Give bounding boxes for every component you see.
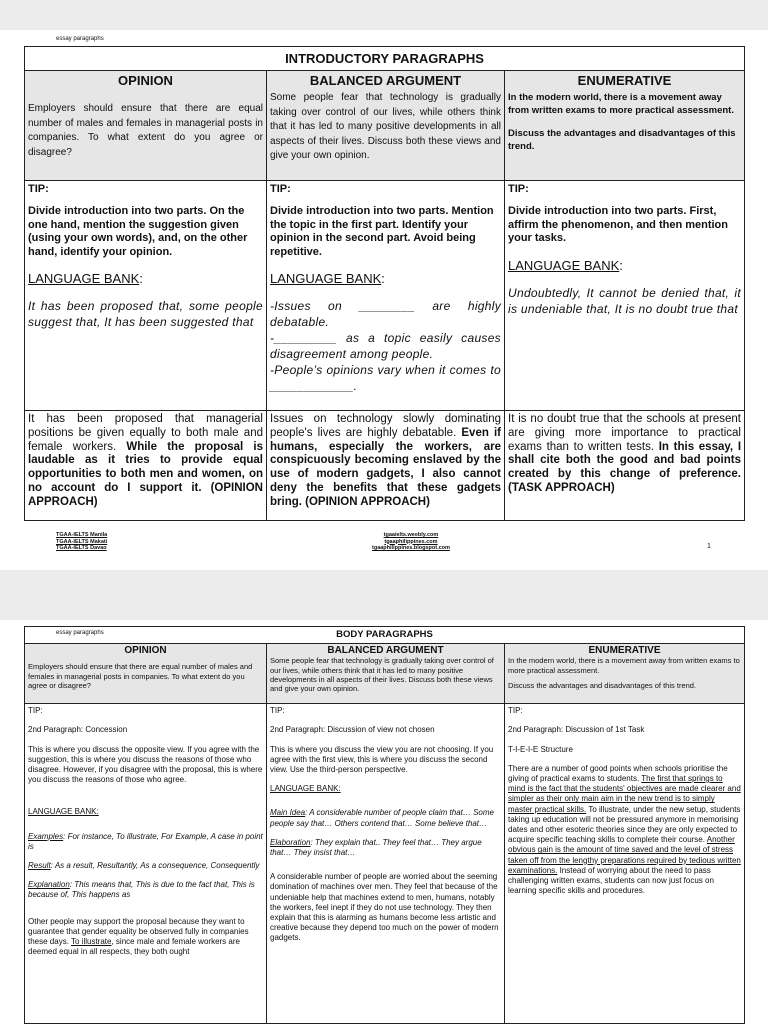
body-table — [24, 626, 745, 1024]
paragraph-label: 2nd Paragraph: Discussion of 1st Task — [508, 725, 645, 735]
page-2 — [0, 620, 768, 1024]
balanced-question-cell — [267, 71, 505, 181]
balanced-body-cell — [267, 704, 505, 1024]
balanced-tip-cell — [267, 181, 505, 411]
tip-label: TIP: — [270, 706, 285, 716]
tip-label: TIP: — [28, 183, 49, 195]
column-heading: OPINION — [118, 73, 173, 88]
footer-links[interactable]: tgaaielts.weebly.com tgaaphilippines.com tgaaphilippines.blogspot.com — [372, 532, 450, 551]
column-heading: ENUMERATIVE — [577, 73, 672, 88]
sample-paragraph: Other people may support the proposal because they want to guarantee that gender equality be observed fully in companies these days. To illustrate, since male and female workers are deemed equal in all respects, they both ought — [28, 916, 249, 957]
question-text: Some people fear that technology is gradually taking over control of our lives, while others think that it has led to many positive developments in all aspects of their lives. Discuss both these views and give your own opinion. — [270, 656, 494, 694]
tip-label: TIP: — [28, 706, 43, 716]
introductory-table — [24, 46, 745, 521]
structure-label: T-I-E-I-E Structure — [508, 744, 573, 754]
language-bank-label: LANGUAGE BANK: — [28, 271, 143, 286]
question-text: Employers should ensure that there are equal number of males and females in managerial posts in companies. To what extent do you agree or disagree? — [28, 662, 253, 690]
language-bank-label: LANGUAGE BANK: — [28, 807, 99, 817]
question-text: In the modern world, there is a movement away from written exams to more practical assessment. — [508, 92, 734, 116]
example-paragraph: It has been proposed that managerial positions be given equally to both male and female workers. While the proposal is laudable as it tries to provide equal opportunities to both men and women, on no account do I support it. (OPINION APPROACH) — [28, 413, 264, 508]
tip-text: Divide introduction into two parts. Mention the topic in the first part. Identify your opinion in the second part. Avoid being repetitive. — [270, 205, 494, 258]
opinion-tip-cell — [25, 181, 267, 411]
opinion-question-cell — [25, 644, 267, 704]
language-bank-label: LANGUAGE BANK: — [270, 271, 385, 286]
table-title: BODY PARAGRAPHS — [25, 627, 745, 644]
enumerative-tip-cell — [505, 181, 745, 411]
language-bank-text: -Issues on ________ are highly debatable. -_________ as a topic easily causes disagreement among people. -People’s opinions vary when it comes to ____________. — [270, 299, 501, 393]
bank-examples: Examples: For instance, To illustrate, For Example, A case in point is — [28, 831, 263, 851]
question-text-2: Discuss the advantages and disadvantages of this trend. — [508, 680, 697, 690]
column-heading: OPINION — [124, 645, 167, 657]
opinion-body-cell — [25, 704, 267, 1024]
question-text: Some people fear that technology is gradually taking over control of our lives, while others think that it has led to many positive developments in all aspects of their lives. Discuss both these views and give your own opinion. — [270, 92, 501, 161]
column-heading: BALANCED ARGUMENT — [309, 73, 462, 88]
tip-text: Divide introduction into two parts. First, affirm the phenomenon, and then mention your tasks. — [508, 205, 728, 244]
enumerative-example-cell — [505, 411, 745, 521]
column-heading: BALANCED ARGUMENT — [327, 645, 444, 657]
bank-elaboration: Elaboration: They explain that.. They feel that… They argue that… They insist that… — [270, 837, 482, 858]
bank-main-idea: Main Idea: A considerable number of people claim that… Some people say that… Others contend that… Some believe that… — [270, 808, 494, 828]
table-title: INTRODUCTORY PARAGRAPHS — [25, 47, 745, 71]
sample-paragraph: There are a number of good points when schools prioritise the giving of practical exams to students. The first that springs to mind is the fact that the students' objectives are made clearer and simpler as their only main aim in the new trend is to simply master practical skills. To illustrate, under the new setup, students taking up education will not be pressured anymore in memorising dates and other esoteric theories since they are only expected to acquire specific teaching skills to complete their course. Another obvious gain is the amount of time saved and the level of stress taken off from the lengthy preparations required by tedious written examinations. Instead of worrying about the need to pass challenging written exams, students can now just focus on learning specific skills and procedures. — [508, 763, 741, 896]
balanced-question-cell — [267, 644, 505, 704]
tip-label: TIP: — [270, 183, 291, 195]
language-bank-text: It has been proposed that, some people suggest that, It has been suggested that — [28, 299, 263, 329]
page-1 — [0, 30, 768, 570]
paragraph-label: 2nd Paragraph: Concession — [28, 725, 128, 735]
bank-explanation: Explanation: This means that, This is due to the fact that, This is because of, This happens as — [28, 880, 255, 900]
enumerative-body-cell — [505, 704, 745, 1024]
description: This is where you discuss the opposite view. If you agree with the suggestion, this is where you discuss the reasons of those who disagree. However, if you disagree with the proposal, this is where you discuss the reasons of those who agree. — [28, 744, 263, 785]
balanced-example-cell — [267, 411, 505, 521]
bank-result: Result: As a result, Resultantly, As a consequence, Consequently — [28, 861, 260, 871]
tip-text: Divide introduction into two parts. On the one hand, mention the suggestion given (using your own words), and, on the other hand, identify your opinion. — [28, 205, 248, 258]
footer-branches: TGAA-IELTS Manila TGAA-IELTS Makati TGAA-IELTS Davao — [56, 532, 108, 551]
tip-label: TIP: — [508, 183, 529, 195]
language-bank-text: Undoubtedly, It cannot be denied that, it is undeniable that, It is no doubt true that — [508, 285, 741, 316]
page-number: 1 — [707, 543, 711, 550]
example-paragraph: Issues on technology slowly dominating people's lives are highly debatable. Even if humans, especially the workers, are conspicuously becoming enslaved by the use of modern gadgets, I also cannot deny the benefits that these gadgets bring. (OPINION APPROACH) — [270, 413, 501, 508]
language-bank-label: LANGUAGE BANK: — [508, 257, 623, 273]
example-paragraph: It is no doubt true that the schools at present are giving more importance to practical exams than to written tests. In this essay, I shall cite both the good and bad points created by this change of preference. (TASK APPROACH) — [508, 413, 742, 494]
description: This is where you discuss the view you are not choosing. If you agree with the first view, this is where you discuss the second view. Use the third-person perspective. — [270, 744, 494, 775]
paragraph-label: 2nd Paragraph: Discussion of view not chosen — [270, 725, 435, 735]
language-bank-label: LANGUAGE BANK: — [270, 784, 341, 794]
question-text: Employers should ensure that there are equal number of males and females in managerial posts in companies. To what extent do you agree or disagree? — [28, 103, 263, 158]
opinion-example-cell — [25, 411, 267, 521]
tip-label: TIP: — [508, 706, 523, 716]
sample-paragraph: A considerable number of people are worried about the seeming domination of machines over men. They feel that because of the undeniable help that machines extend to men, humans, notably the workers, feel inept if they do not use technology. They then explain that this is alarming as humans become less artistic and creative because they depend too much on the power of modern gadgets. — [270, 872, 499, 943]
running-head: essay paragraphs — [56, 630, 104, 636]
opinion-question-cell — [25, 71, 267, 181]
enumerative-question-cell — [505, 71, 745, 181]
running-head: essay paragraphs — [56, 36, 104, 42]
question-text: In the modern world, there is a movement away from written exams to more practical assessment. — [508, 656, 740, 675]
question-text-2: Discuss the advantages and disadvantages of this trend. — [508, 128, 736, 152]
column-heading: ENUMERATIVE — [588, 645, 661, 657]
enumerative-question-cell — [505, 644, 745, 704]
